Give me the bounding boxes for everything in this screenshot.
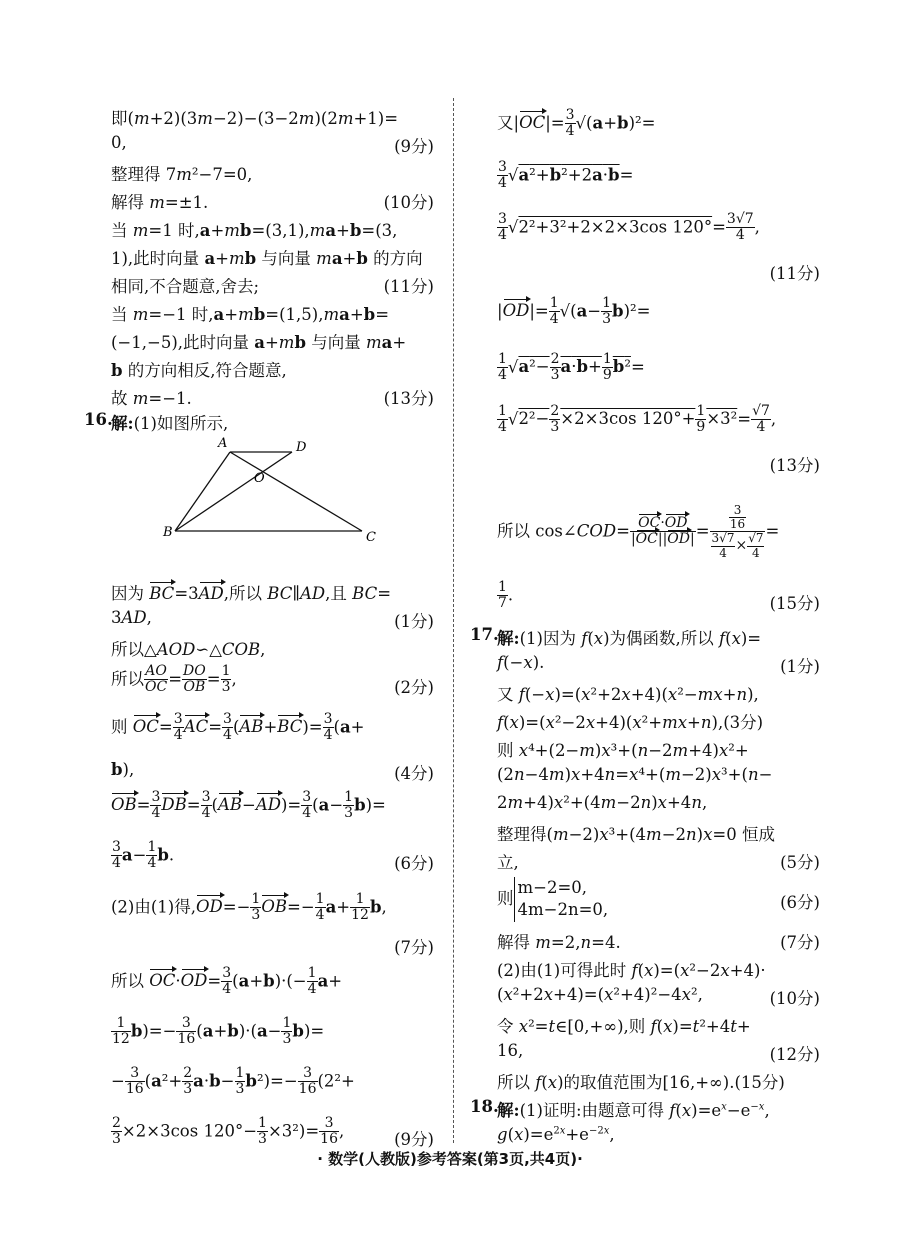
score-mark: (9分) <box>394 137 434 156</box>
text-line: $\frac{1}{4}$ √a²− $\frac{2}{3}$ a·b+ $\frac{1}{9}$ b²= <box>498 351 645 384</box>
text-line: |OD|= $\frac{1}{4}$ √(a− $\frac{1}{3}$ b)²= <box>497 295 651 328</box>
text-line: 则 x⁴+(2−m)x³+(n−2m+4)x²+ <box>497 741 749 760</box>
triangle-figure <box>154 432 394 550</box>
score-mark: (15分) <box>769 594 820 613</box>
text-line: 即(m+2)(3m−2)−(3−2m)(2m+1)= <box>111 109 399 128</box>
text-line: (−1,−5),此时向量 a+mb 与向量 ma+ <box>111 333 407 352</box>
score-mark: (11分) <box>383 277 434 296</box>
page-footer: · 数学(人教版)参考答案(第3页,共4页)· <box>317 1150 583 1168</box>
score-mark: (13分) <box>383 389 434 408</box>
score-mark: (1分) <box>394 612 434 631</box>
label-O: O <box>254 471 265 486</box>
text-line: 立, <box>497 853 519 872</box>
label-D: D <box>296 440 307 455</box>
text-line: OB= $\frac{3}{4}$ DB= $\frac{3}{4}$ (AB−AD)= $\frac{3}{4}$ (a− $\frac{1}{3}$ b)= <box>111 789 386 822</box>
text-line: 则 OC= $\frac{3}{4}$ AC= $\frac{3}{4}$ (AB+BC)= $\frac{3}{4}$ (a+ <box>111 711 365 744</box>
score-mark: (7分) <box>394 938 434 957</box>
text-line: f(x)=(x²−2x+4)(x²+mx+n),(3分) <box>497 713 764 732</box>
question-number: 17. <box>470 625 499 644</box>
text-line: 1),此时向量 a+mb 与向量 ma+b 的方向 <box>111 249 423 268</box>
column-divider <box>453 98 454 1143</box>
text-line: 相同,不合题意,舍去; <box>111 277 260 296</box>
text-line: f(−x). <box>497 653 545 672</box>
text-line: $\frac{3}{4}$ √a²+b²+2a·b= <box>498 159 634 192</box>
text-line: 所以 OC·OD= $\frac{3}{4}$ (a+b)·(− $\frac{1}{4}$ a+ <box>111 965 343 998</box>
text-line: 解得 m=±1. <box>111 193 209 212</box>
text-line: (2n−4m)x+4n=x⁴+(m−2)x³+(n− <box>497 765 773 784</box>
text-line: b), <box>111 760 135 779</box>
label-B: B <box>163 525 173 540</box>
text-line: $\frac{1}{12}$ b)=− $\frac{3}{16}$ (a+b)·(a− $\frac{1}{3}$ b)= <box>112 1015 325 1048</box>
score-mark: (12分) <box>769 1045 820 1064</box>
text-line: 当 m=1 时,a+mb=(3,1),ma+b=(3, <box>111 221 398 240</box>
score-mark: (7分) <box>780 933 820 952</box>
text-line: (x²+2x+4)=(x²+4)²−4x², <box>497 985 703 1004</box>
score-mark: (9分) <box>394 1130 434 1149</box>
text-line: (2)由(1)可得此时 f(x)=(x²−2x+4)· <box>497 961 766 980</box>
text-line: (2)由(1)得,OD=− $\frac{1}{3}$ OB=− $\frac{1}{4}$ a+ $\frac{1}{12}$ b, <box>111 891 387 924</box>
score-mark: (2分) <box>394 678 434 697</box>
text-line: 2m+4)x²+(4m−2n)x+4n, <box>497 793 708 812</box>
text-line: 因为 BC=3AD,所以 BC∥AD,且 BC= <box>111 584 392 603</box>
text-line: $\frac{3}{4}$ √2²+3²+2×2×3cos 120°= $\frac{3√7}{4}$ , <box>498 211 760 244</box>
text-line: 所以 $\frac{AO}{OC}$ = $\frac{DO}{OB}$ = $\frac{1}{3}$ , <box>111 663 237 696</box>
label-A: A <box>218 436 228 451</box>
text-line: 所以△AOD∽△COB, <box>111 640 266 659</box>
text-line: b 的方向相反,符合题意, <box>111 361 287 380</box>
text-line: 又 f(−x)=(x²+2x+4)(x²−mx+n), <box>497 685 759 704</box>
score-mark: (11分) <box>769 264 820 283</box>
text-line: 解得 m=2,n=4. <box>497 933 621 952</box>
score-mark: (5分) <box>780 853 820 872</box>
text-line: $\frac{2}{3}$ ×2×3cos 120°− $\frac{1}{3}$ ×3²)= $\frac{3}{16}$ , <box>112 1115 345 1148</box>
label-C: C <box>366 530 376 545</box>
text-line: 令 x²=t∈[0,+∞),则 f(x)=t²+4t+ <box>497 1017 751 1036</box>
text-line: 16, <box>497 1041 524 1060</box>
score-mark: (6分) <box>780 893 820 912</box>
text-line: 则 m−2=0, 4m−2n=0, <box>497 877 608 922</box>
question-number: 18. <box>470 1097 499 1116</box>
score-mark: (10分) <box>383 193 434 212</box>
score-mark: (10分) <box>769 989 820 1008</box>
text-line: 3AD, <box>111 608 152 627</box>
text-line: 解:(1)因为 f(x)为偶函数,所以 f(x)= <box>497 629 762 648</box>
text-line: 又|OC|= $\frac{3}{4}$ √(a+b)²= <box>497 107 656 140</box>
text-line: $\frac{1}{7}$ . <box>498 579 514 612</box>
score-mark: (4分) <box>394 764 434 783</box>
text-line: 整理得 7m²−7=0, <box>111 165 253 184</box>
text-line: 所以 cos∠COD= $\frac{OC\cdot OD}{|OC||OD|}$ = $\frac{3}{16}$ $\frac{3√7}{4}$ × $\frac{√7}{4}$ = <box>497 503 780 560</box>
text-line: 解:(1)证明:由题意可得 $f(x)=e^x-e^{-x}$, <box>497 1101 770 1120</box>
text-line: 当 m=−1 时,a+mb=(1,5),ma+b= <box>111 305 390 324</box>
question-number: 16. <box>84 410 113 429</box>
text-line: 整理得(m−2)x³+(4m−2n)x=0 恒成 <box>497 825 775 844</box>
score-mark: (1分) <box>780 657 820 676</box>
text-line: $\frac{3}{4}$ a− $\frac{1}{4}$ b. <box>112 839 175 872</box>
text-line: 0, <box>111 133 127 152</box>
text-line: 故 m=−1. <box>111 389 192 408</box>
text-line: 所以 f(x)的取值范围为[16,+∞).(15分) <box>497 1073 785 1092</box>
text-line: $g(x)=e^{2x}+e^{-2x}$, <box>497 1125 615 1144</box>
text-line: $\frac{1}{4}$ √2²− $\frac{2}{3}$ ×2×3cos 120°+ $\frac{1}{9}$ ×3²= $\frac{√7}{4}$ , <box>498 403 777 436</box>
text-line: 解:(1)如图所示, <box>111 414 229 433</box>
score-mark: (6分) <box>394 854 434 873</box>
text-line: − $\frac{3}{16}$ (a²+ $\frac{2}{3}$ a·b− $\frac{1}{3}$ b²)=− $\frac{3}{16}$ (2²+ <box>111 1065 355 1098</box>
score-mark: (13分) <box>769 456 820 475</box>
